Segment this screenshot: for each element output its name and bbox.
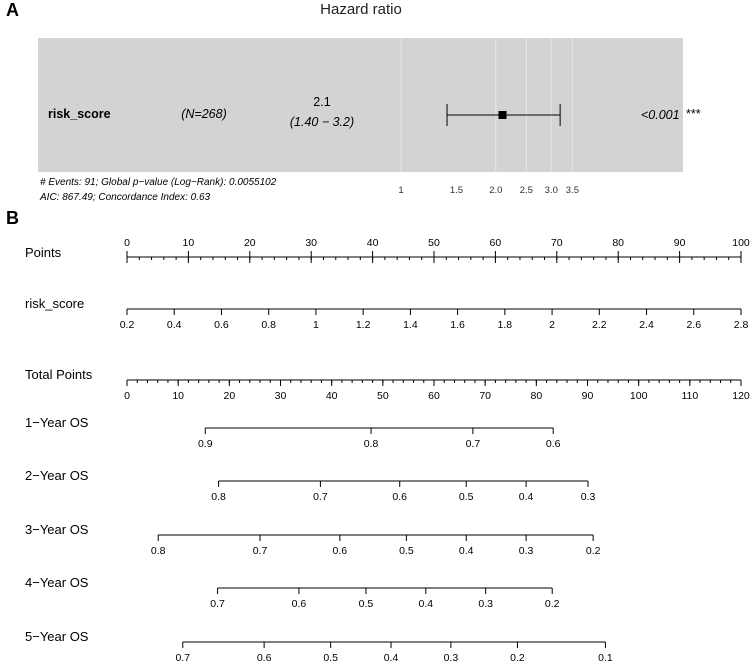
nomogram-tick-label: 0.6	[545, 438, 561, 450]
nomogram-row-os-1-year	[25, 415, 561, 450]
nomogram-tick-label: 0	[124, 390, 130, 402]
nomogram-tick-label: 60	[428, 390, 440, 402]
nomogram-tick-label: 0.4	[383, 652, 399, 664]
nomogram-tick-label: 1.2	[355, 319, 371, 331]
nomogram-tick-label: 0.3	[478, 598, 493, 610]
forest-row-p-value: <0.001	[641, 108, 680, 122]
nomogram-rows	[25, 237, 750, 664]
nomogram-tick-label: 2	[549, 319, 555, 331]
nomogram-tick-label: 60	[489, 237, 502, 249]
nomogram-tick-label: 0.6	[392, 491, 408, 503]
nomogram-row-os-4-year	[25, 575, 560, 610]
nomogram-tick-label: 1	[313, 319, 319, 331]
nomogram-tick-label: 1.6	[450, 319, 465, 331]
nomogram-tick-label: 70	[479, 390, 492, 402]
nomogram-tick-label: 100	[629, 390, 648, 402]
nomogram-tick-label: 0.6	[291, 598, 307, 610]
forest-row-variable: risk_score	[48, 107, 111, 121]
nomogram-tick-label: 0.8	[363, 438, 379, 450]
nomogram-tick-label: 40	[325, 390, 338, 402]
nomogram-tick-label: 80	[530, 390, 543, 402]
nomogram-tick-label: 0.9	[197, 438, 213, 450]
nomogram-tick-label: 0.7	[175, 652, 191, 664]
nomogram-row-points	[25, 237, 750, 263]
forest-note-events: # Events: 91; Global p−value (Log−Rank): 0.0055102	[40, 177, 277, 188]
nomogram-tick-label: 0	[124, 237, 130, 249]
nomogram-row-total-points	[25, 367, 750, 402]
nomogram-tick-label: 0.4	[418, 598, 434, 610]
nomogram-tick-label: 70	[550, 237, 563, 249]
nomogram-tick-label: 0.1	[598, 652, 613, 664]
nomogram-tick-label: 20	[243, 237, 256, 249]
nomogram-tick-label: 1.4	[403, 319, 418, 331]
forest-row-significance: ***	[686, 107, 701, 121]
nomogram-tick-label: 0.3	[518, 545, 534, 557]
nomogram-tick-label: 110	[681, 390, 699, 402]
nomogram-row-label: 5−Year OS	[25, 629, 89, 644]
nomogram-row-label: Points	[25, 245, 62, 260]
nomogram-tick-label: 0.8	[261, 319, 276, 331]
forest-x-tick-label: 2.0	[489, 185, 503, 196]
nomogram-tick-label: 50	[428, 237, 440, 249]
nomogram-row-label: 2−Year OS	[25, 468, 89, 483]
nomogram-tick-label: 120	[732, 390, 750, 402]
nomogram-tick-label: 1.8	[497, 319, 513, 331]
forest-row-ci: (1.40 − 3.2)	[289, 115, 355, 129]
nomogram-tick-label: 0.4	[458, 545, 474, 557]
nomogram-tick-label: 2.8	[733, 319, 749, 331]
nomogram-tick-label: 10	[182, 237, 195, 249]
nomogram-row-label: 4−Year OS	[25, 575, 89, 590]
nomogram-tick-label: 0.2	[585, 545, 601, 557]
nomogram-tick-label: 80	[612, 237, 625, 249]
nomogram-tick-label: 0.5	[358, 598, 374, 610]
nomogram-tick-label: 0.3	[580, 491, 596, 503]
nomogram-tick-label: 0.7	[252, 545, 268, 557]
nomogram-row-label: 3−Year OS	[25, 522, 89, 537]
nomogram-tick-label: 90	[581, 390, 594, 402]
nomogram-tick-label: 0.5	[458, 491, 474, 503]
nomogram-panel	[6, 208, 750, 664]
nomogram-tick-label: 40	[366, 237, 379, 249]
nomogram-row-label: 1−Year OS	[25, 415, 89, 430]
forest-note-aic: AIC: 867.49; Concordance Index: 0.63	[40, 192, 211, 203]
nomogram-tick-label: 0.6	[332, 545, 348, 557]
nomogram-tick-label: 10	[172, 390, 185, 402]
nomogram-tick-label: 20	[223, 390, 236, 402]
forest-x-tick-label: 1	[398, 185, 404, 196]
nomogram-tick-label: 0.7	[313, 491, 328, 503]
nomogram-tick-label: 0.5	[323, 652, 338, 664]
nomogram-tick-label: 2.4	[639, 319, 654, 331]
nomogram-tick-label: 2.6	[686, 319, 702, 331]
forest-row-hr: 2.1	[313, 95, 331, 109]
forest-hr-point	[498, 111, 506, 119]
forest-row-n: (N=268)	[181, 107, 227, 121]
nomogram-row-label: risk_score	[25, 296, 85, 311]
nomogram-tick-label: 0.7	[465, 438, 481, 450]
nomogram-tick-label: 0.4	[518, 491, 534, 503]
nomogram-row-os-3-year	[25, 522, 601, 557]
nomogram-tick-label: 0.2	[119, 319, 135, 331]
nomogram-tick-label: 0.7	[210, 598, 225, 610]
forest-plot-title: Hazard ratio	[320, 1, 402, 18]
nomogram-tick-label: 30	[305, 237, 318, 249]
nomogram-tick-label: 0.8	[150, 545, 166, 557]
nomogram-tick-label: 0.5	[399, 545, 414, 557]
forest-x-tick-label: 1.5	[449, 185, 464, 196]
nomogram-tick-label: 0.2	[510, 652, 525, 664]
nomogram-tick-label: 50	[376, 390, 389, 402]
nomogram-tick-label: 30	[274, 390, 287, 402]
nomogram-tick-label: 90	[673, 237, 686, 249]
nomogram-row-label: Total Points	[25, 367, 93, 382]
nomogram-row-risk-score	[25, 296, 748, 331]
panel-letter-a: A	[6, 0, 19, 20]
forest-plot-panel	[6, 0, 701, 203]
nomogram-tick-label: 0.8	[211, 491, 226, 503]
nomogram-row-os-5-year	[25, 629, 613, 664]
forest-x-tick-label: 3.5	[565, 185, 579, 196]
nomogram-tick-label: 0.6	[214, 319, 229, 331]
nomogram-tick-label: 0.3	[443, 652, 459, 664]
nomogram-tick-label: 0.2	[544, 598, 560, 610]
forest-plot-background	[38, 38, 683, 172]
forest-x-tick-label: 2.5	[519, 185, 533, 196]
panel-letter-b: B	[6, 208, 19, 228]
nomogram-tick-label: 2.2	[592, 319, 607, 331]
nomogram-row-os-2-year	[25, 468, 595, 503]
nomogram-tick-label: 100	[732, 237, 750, 249]
forest-x-tick-label: 3.0	[544, 185, 558, 196]
nomogram-tick-label: 0.4	[166, 319, 182, 331]
nomogram-tick-label: 0.6	[256, 652, 272, 664]
forest-plot-x-axis	[398, 185, 579, 196]
